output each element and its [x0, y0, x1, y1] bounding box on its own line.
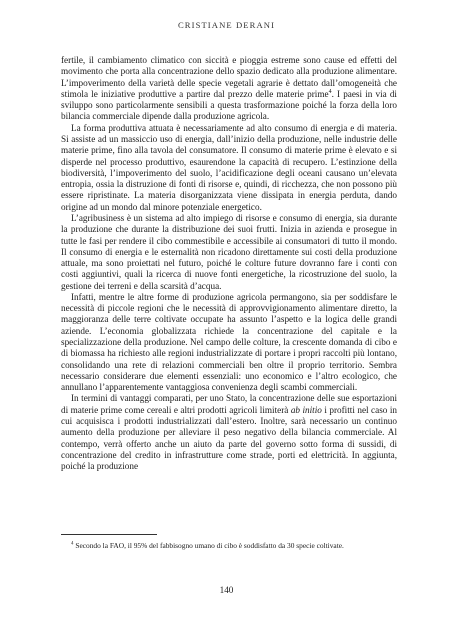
running-head: CRISTIANE DERANI	[177, 20, 276, 30]
footnote-reference: 4	[328, 88, 332, 95]
footnote-number: 4	[71, 541, 74, 547]
paragraph-3: L’agribusiness è un sistema ad alto impiego di risorse e consumo di energia, sia durante la produzione che durante la distribuzione dei suoi frutti. Inizia in azienda e prosegue in tutte le fasi per rendere il cibo commestibile e accessibile ai consumatori di tutto il mondo. Il consumo di energia e le esternalità non ricadono direttamente sui costi della produzione attuale, ma sono proiettati nel futuro, poiché le colture future dovranno fare i conti con costi aggiuntivi, quali la ricerca di nuove fonti energetiche, la ricostruzione del suolo, la gestione dei terreni e della scarsità d’acqua.	[61, 212, 397, 291]
paragraph-5-text-b: i profitti nel caso in cui acquisisca i prodotti industrializzati dall’estero. Inoltre, sarà necessario un continuo aumento della produzione per alleviare il peso negativo della bilancia commerciale. Al contempo, verrà offerto anche un aiuto da parte del governo sotto forma di sussidi, di concentrazione del credito in infrastrutture come strade, porti ed elettricità. In aggiunta, poiché la produzione	[61, 404, 397, 472]
body-text	[61, 55, 397, 472]
paragraph-5-text-a: In termini di vantaggi comparati, per uno Stato, la concentrazione delle sue esportazioni di materie prime come cereali e altri prodotti agricoli limiterà	[61, 393, 397, 415]
paragraph-2: La forma produttiva attuata è necessariamente ad alto consumo di energia e di materia. Si assiste ad un massiccio uso di energia, dall’inizio della produzione, nelle industrie delle materie prime, fino alla tavola del consumatore. Il consumo di materie prime è elevato e si disperde nel processo produttivo, esaurendone la capacità di recupero. L’estinzione della biodiversità, l’impoverimento del suolo, l’acidificazione degli oceani causano un’elevata entropia, ossia la distruzione di fonti di risorse e, quindi, di ricchezza, che non possono più essere ripristinate. La materia disorganizzata viene dissipata in energia perduta, dando origine ad un mondo dal minore potenziale energetico.	[61, 122, 397, 212]
paragraph-1-text-b: . I paesi in via di sviluppo sono particolarmente sensibili a questa trasformazione poiché la forza della loro bilancia commerciale dipende dalla produzione agricola.	[61, 88, 397, 122]
paragraph-1-text-a: fertile, il cambiamento climatico con siccità e pioggia estreme sono cause ed effetti del movimento che porta alla concentrazione dello spazio dedicato alla produzione alimentare. L’impoverimento della varietà delle specie vegetali agrarie è dettato dall’omogeneità che stimola le iniziative produttive a partire dal prezzo delle materie prime	[61, 55, 397, 99]
paragraph-4: Infatti, mentre le altre forme di produzione agricola permangono, sia per soddisfare le necessità di piccole regioni che le necessità di approvvigionamento alimentare diretto, la maggioranza delle terre coltivate occupate ha assunto l’aspetto e la logica delle grandi aziende. L’economia globalizzata richiede la concentrazione del capitale e la specializzazione della produzione. Nel campo delle colture, la crescente domanda di cibo e di biomassa ha richiesto alle regioni industrializzate di portare i propri raccolti più lontano, consolidando una rete di relazioni commerciali ben oltre il proprio territorio. Sembra necessario considerare due elementi essenziali: uno economico e l’altro ecologico, che annullano l’apparentemente vantaggiosa convenienza degli scambi commerciali.	[61, 291, 397, 393]
footnote-divider	[61, 534, 157, 535]
footnote	[61, 541, 397, 550]
page-number: 140	[219, 585, 234, 595]
paragraph-1	[61, 55, 397, 123]
paragraph-5	[61, 393, 397, 472]
italic-phrase: ab initio	[290, 404, 322, 415]
footnote-text: Secondo la FAO, il 95% del fabbisogno umano di cibo è soddisfatto da 30 specie coltivate.	[73, 541, 344, 550]
